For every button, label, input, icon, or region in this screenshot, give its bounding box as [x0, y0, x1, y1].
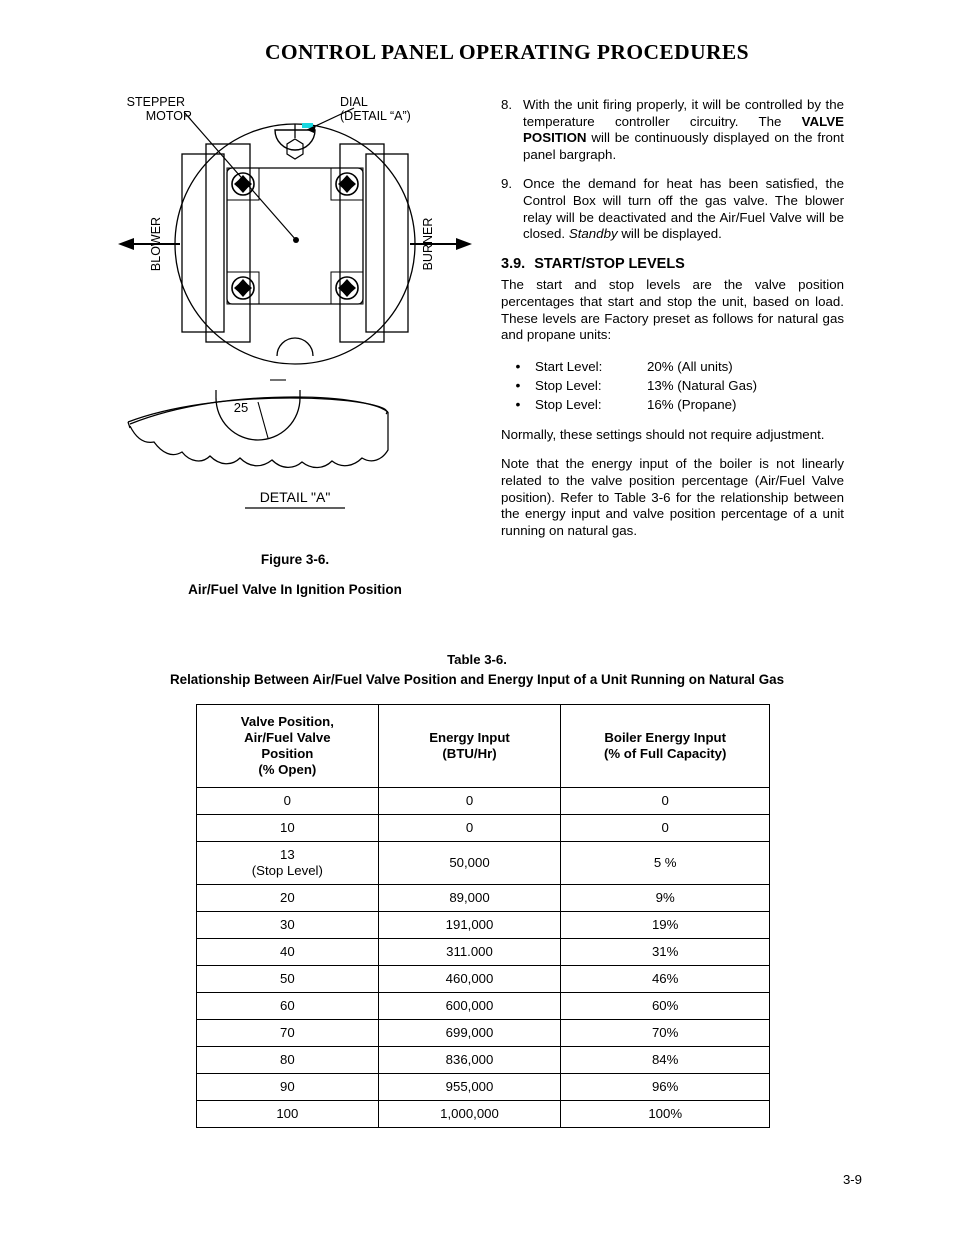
- table-caption: [0, 650, 954, 690]
- cell-boiler-energy: 46%: [561, 966, 770, 993]
- cell-valve-position: [197, 815, 379, 842]
- step-8-text-after: will be continuously displayed on the front panel bargraph.: [523, 130, 844, 162]
- cell-boiler-energy: 0: [561, 815, 770, 842]
- cell-energy-input: 600,000: [378, 993, 561, 1020]
- cell-energy-input: 1,000,000: [378, 1101, 561, 1128]
- cell-valve-position: [197, 885, 379, 912]
- cell-boiler-energy: 60%: [561, 993, 770, 1020]
- cell-value: 50: [280, 971, 295, 986]
- cell-valve-position: [197, 1020, 379, 1047]
- detail-dial-value: 25: [233, 400, 249, 415]
- header-line-2: (% of Full Capacity): [604, 746, 727, 761]
- cell-value: 20: [280, 890, 295, 905]
- bullet-dot-icon: •: [515, 376, 521, 393]
- step-item-9: [501, 176, 844, 242]
- step-9-italic-term: Standby: [568, 226, 618, 242]
- cell-boiler-energy: 100%: [561, 1101, 770, 1128]
- table-row: [197, 1020, 770, 1047]
- cell-value: 30: [280, 917, 295, 932]
- detail-a-callout: [128, 380, 388, 508]
- dial-highlight-marker: [302, 123, 313, 128]
- column-header-boiler-energy-input: [561, 705, 770, 788]
- step-9-number: 9.: [501, 176, 513, 192]
- step-9-text-before: Once the demand for heat has been satisfied, the Control Box will turn off the gas valve. The blower relay will be deactivated and the Air/Fuel Valve will be closed.: [523, 176, 844, 242]
- header-line-1: Valve Position,: [240, 714, 334, 729]
- label-stepper-motor-line1: STEPPER: [126, 95, 185, 109]
- cell-valve-position: [197, 788, 379, 815]
- step-8-bold-term: VALVE POSITION: [523, 113, 844, 146]
- table-row: [197, 842, 770, 885]
- cell-value: 40: [280, 944, 295, 959]
- cell-valve-position: [197, 912, 379, 939]
- body-text-column: [501, 97, 844, 539]
- cell-energy-input: 0: [378, 815, 561, 842]
- cell-value: 10: [280, 820, 295, 835]
- table-row: [197, 815, 770, 842]
- header-line-1: Boiler Energy Input: [604, 730, 726, 745]
- table-caption-line1: Table 3-6.: [447, 652, 507, 667]
- cell-valve-position: [197, 1047, 379, 1074]
- header-line-1: Energy Input: [429, 730, 510, 745]
- label-dial-line2: (DETAIL “A”): [340, 109, 411, 123]
- cell-boiler-energy: 31%: [561, 939, 770, 966]
- bullet-value-0: 20% (All units): [647, 358, 733, 374]
- figure-air-fuel-valve: [110, 92, 480, 622]
- cell-value: 60: [280, 998, 295, 1013]
- step-8-number: 8.: [501, 97, 513, 112]
- bullet-item-start-level: [501, 357, 844, 376]
- cell-valve-position: [197, 966, 379, 993]
- valve-diagram-svg: [110, 92, 480, 522]
- step-item-8: [501, 97, 844, 163]
- cell-boiler-energy: 0: [561, 788, 770, 815]
- cell-energy-input: 955,000: [378, 1074, 561, 1101]
- cell-value: 70: [280, 1025, 295, 1040]
- step-9-text: [523, 176, 844, 242]
- bullet-label-0: Start Level:: [535, 358, 603, 374]
- cell-value: 0: [283, 793, 291, 808]
- label-dial-line1: DIAL: [340, 95, 368, 109]
- figure-caption-line1: Figure 3-6.: [260, 552, 330, 567]
- bullet-item-stop-level-propane: [501, 395, 844, 414]
- table-row: [197, 966, 770, 993]
- cell-energy-input: 311.000: [378, 939, 561, 966]
- section-intro-paragraph: The start and stop levels are the valve position percentages that start and stop the unit, based on load. These levels are Factory preset as follows for natural gas and propane units:: [501, 277, 844, 343]
- cell-energy-input: 50,000: [378, 842, 561, 885]
- paragraph-normally: Normally, these settings should not require adjustment.: [501, 426, 825, 442]
- cell-boiler-energy: 5 %: [561, 842, 770, 885]
- table-row: [197, 993, 770, 1020]
- cell-boiler-energy: 9%: [561, 885, 770, 912]
- header-line-2: (BTU/Hr): [442, 746, 497, 761]
- cell-value: 80: [280, 1052, 295, 1067]
- header-line-3: Position: [261, 746, 314, 761]
- cell-energy-input: 0: [378, 788, 561, 815]
- bullet-label-2: Stop Level:: [535, 396, 602, 412]
- cell-energy-input: 460,000: [378, 966, 561, 993]
- bullet-dot-icon: •: [515, 395, 521, 412]
- cell-energy-input: 191,000: [378, 912, 561, 939]
- section-heading-3-9: [501, 256, 844, 273]
- cell-value: 13: [280, 847, 295, 862]
- table-row: [197, 788, 770, 815]
- valve-energy-table: [196, 704, 770, 1128]
- step-9-text-after: will be displayed.: [617, 226, 722, 242]
- bullet-item-stop-level-natural-gas: [501, 376, 844, 395]
- section-number: 3.9.: [501, 255, 526, 272]
- cell-boiler-energy: 19%: [561, 912, 770, 939]
- header-line-4: (% Open): [258, 762, 317, 777]
- cell-valve-position: [197, 842, 379, 885]
- bullet-label-1: Stop Level:: [535, 377, 602, 393]
- cell-boiler-energy: 96%: [561, 1074, 770, 1101]
- cell-valve-position: [197, 1074, 379, 1101]
- cell-valve-position: [197, 939, 379, 966]
- cell-valve-position: [197, 1101, 379, 1128]
- table-row: [197, 1047, 770, 1074]
- column-header-energy-input: [378, 705, 561, 788]
- cell-value: 100: [276, 1106, 299, 1121]
- label-stepper-motor-line2: MOTOR: [145, 109, 192, 123]
- table-header-row: [197, 705, 770, 788]
- cell-valve-position: [197, 993, 379, 1020]
- table-row: [197, 885, 770, 912]
- cell-energy-input: 699,000: [378, 1020, 561, 1047]
- detail-a-title: DETAIL "A": [259, 489, 331, 505]
- page-title: CONTROL PANEL OPERATING PROCEDURES: [264, 40, 750, 64]
- section-title: START/STOP LEVELS: [534, 255, 685, 272]
- figure-caption-line2: Air/Fuel Valve In Ignition Position: [188, 581, 402, 597]
- levels-bullet-list: [501, 357, 844, 414]
- label-burner: BURNER: [421, 217, 435, 271]
- figure-caption: [110, 552, 480, 597]
- table-row: [197, 1074, 770, 1101]
- column-header-valve-position: [197, 705, 379, 788]
- cell-boiler-energy: 70%: [561, 1020, 770, 1047]
- table-row: [197, 939, 770, 966]
- header-line-2: Air/Fuel Valve: [244, 730, 331, 745]
- table-row: [197, 1101, 770, 1128]
- screw-icons: [227, 168, 363, 304]
- cell-subnote-stop-level: (Stop Level): [251, 863, 323, 878]
- cell-energy-input: 836,000: [378, 1047, 561, 1074]
- step-8-text: [523, 97, 844, 163]
- page-number: 3-9: [842, 1172, 862, 1187]
- cell-boiler-energy: 84%: [561, 1047, 770, 1074]
- cell-value: 90: [280, 1079, 295, 1094]
- table-row: [197, 912, 770, 939]
- label-blower: BLOWER: [149, 216, 163, 272]
- step-8-text-before: With the unit firing properly, it will be controlled by the temperature controller circuitry. The: [523, 97, 844, 129]
- bullet-value-2: 16% (Propane): [647, 396, 737, 412]
- bullet-dot-icon: •: [515, 357, 521, 374]
- paragraph-note: Note that the energy input of the boiler is not linearly related to the valve position percentage (Air/Fuel Valve position). Refer to Table 3-6 for the relationship between the energy input and valve position percentage of a unit running on natural gas.: [501, 456, 844, 538]
- cell-energy-input: 89,000: [378, 885, 561, 912]
- table-caption-line2: Relationship Between Air/Fuel Valve Position and Energy Input of a Unit Running on Natural Gas: [169, 671, 785, 687]
- bullet-value-1: 13% (Natural Gas): [647, 377, 758, 393]
